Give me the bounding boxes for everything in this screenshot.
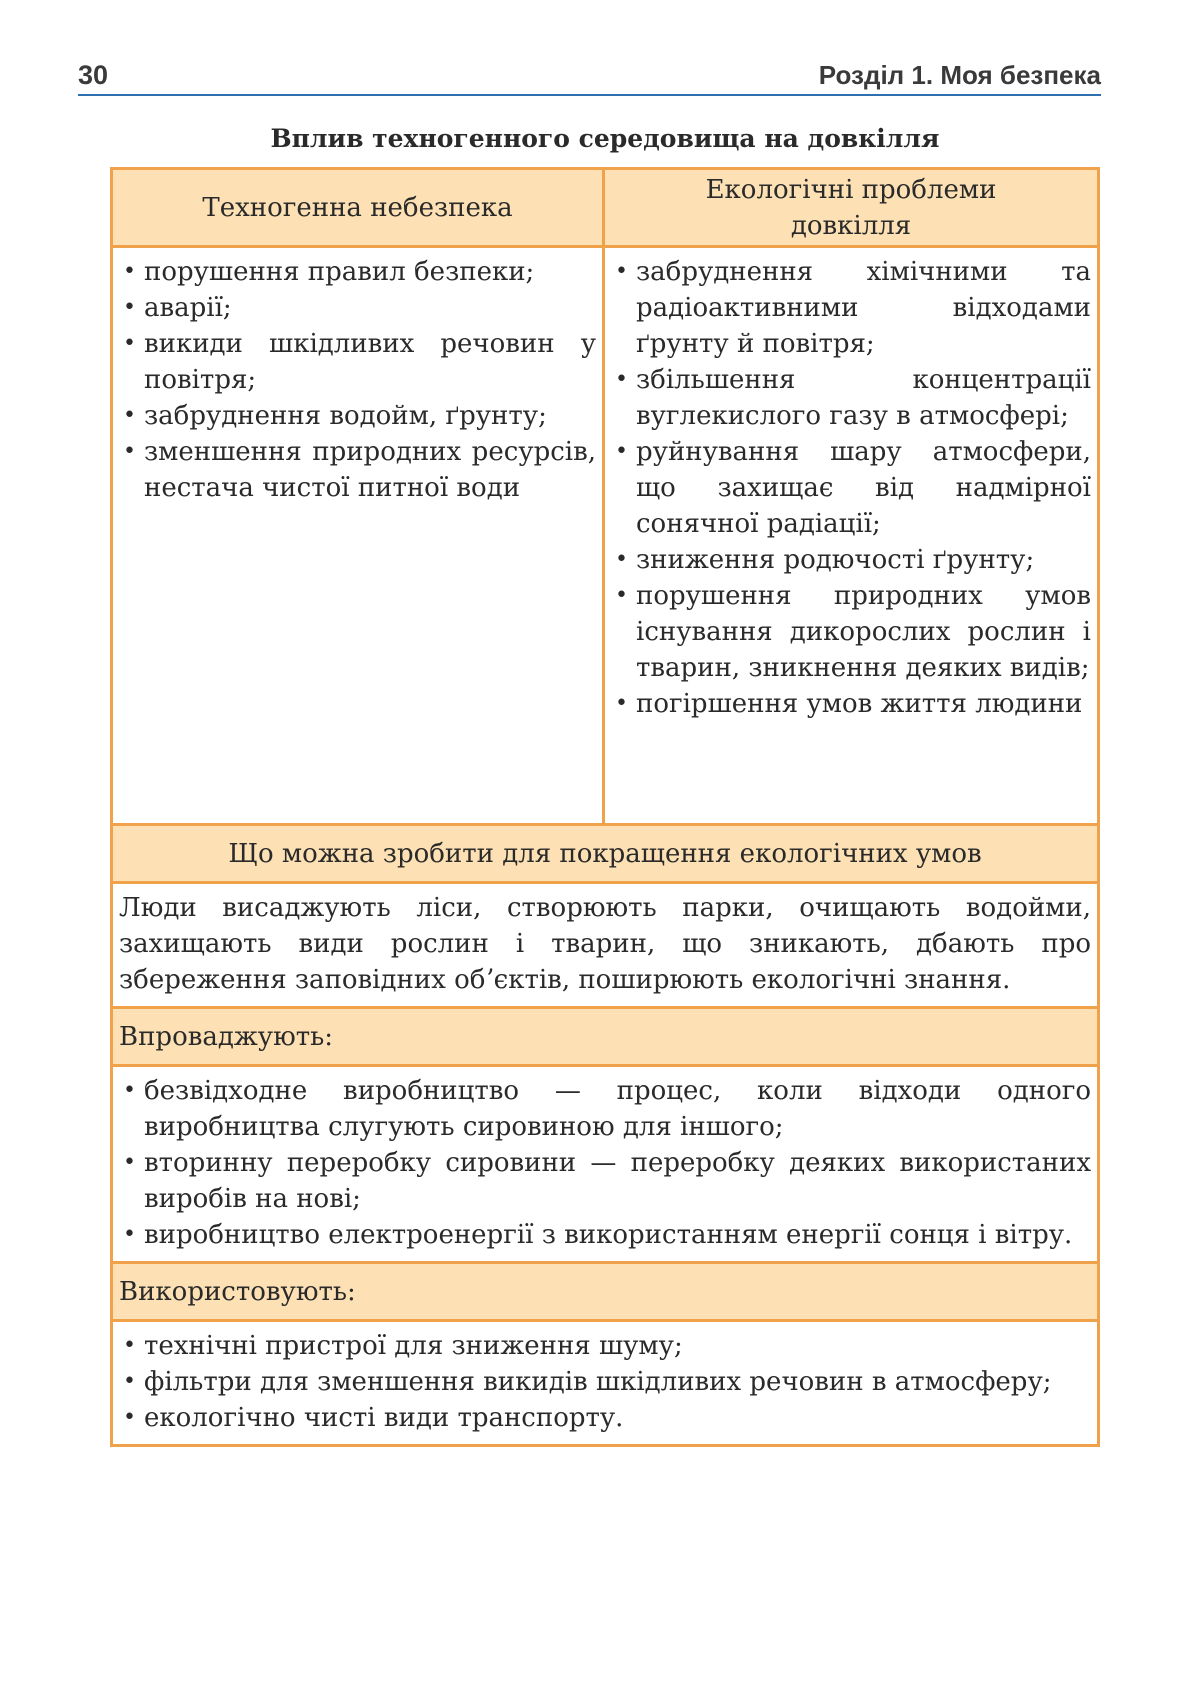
list-item: • вторинну переробку сировини — переробку деяких використаних виробів на нові; [119,1145,1091,1217]
list-item: • фільтри для зменшення викидів шкідливих речовин в атмосферу; [119,1364,1091,1400]
implement-list [119,1073,1091,1253]
list-item: • забруднення водойм, ґрунту; [119,398,596,434]
list-item: • зменшення природних ресурсів, нестача чистої питної води [119,434,596,506]
danger-list-cell [113,248,605,823]
col-header-ecological-problems: Екологічні проблеми довкілля [705,174,997,241]
list-item: • екологічно чисті види транспорту. [119,1400,1091,1436]
list-item: • руйнування шару атмосфери, що захищає від надмірної сонячної радіації; [611,434,1091,542]
implement-header: Впроваджують: [113,1009,1097,1067]
problems-list-cell [605,248,1097,823]
list-item: • технічні пристрої для зниження шуму; [119,1328,1091,1364]
list-item: • безвідходне виробництво — процес, коли відходи одного виробництва слугують сировиною для іншого; [119,1073,1091,1145]
use-list [119,1328,1091,1436]
use-list-row [113,1322,1097,1444]
page-number: 30 [78,60,109,90]
list-item: • виробництво електроенергії з використанням енергії сонця і вітру. [119,1217,1091,1253]
list-item: • аварії; [119,290,596,326]
table-header-row [113,170,1097,248]
improve-header: Що можна зробити для покращення екологічних умов [113,826,1097,884]
list-item: • забруднення хімічними та радіоактивними відходами ґрунту й повітря; [611,254,1091,362]
table-title: Вплив техногенного середовища на довкілля [270,124,940,153]
list-item: • зниження родючості ґрунту; [611,542,1091,578]
section-title: Розділ 1. Моя безпека [818,60,1101,90]
problems-list [611,254,1091,722]
implement-list-row [113,1067,1097,1264]
list-item: • викиди шкідливих речовин у повітря; [119,326,596,398]
col-header-technogenic-danger: Техногенна небезпека [113,170,605,245]
use-header: Використовують: [113,1264,1097,1322]
table-body-row [113,248,1097,826]
danger-list [119,254,596,506]
list-item: • порушення природних умов існування дикорослих рослин і тварин, зникнення деяких видів; [611,578,1091,686]
list-item: • збільшення концентрації вуглекислого газу в атмосфері; [611,362,1091,434]
ecology-table [110,167,1100,1447]
page-header [78,56,1101,96]
list-item: • порушення правил безпеки; [119,254,596,290]
improve-text: Люди висаджують ліси, створюють парки, очищають водойми, захищають види рослин і тварин, що зникають, дбають про збереження заповідних обʼєктів, поширюють екологічні знання. [113,884,1097,1009]
list-item: • погіршення умов життя людини [611,686,1091,722]
